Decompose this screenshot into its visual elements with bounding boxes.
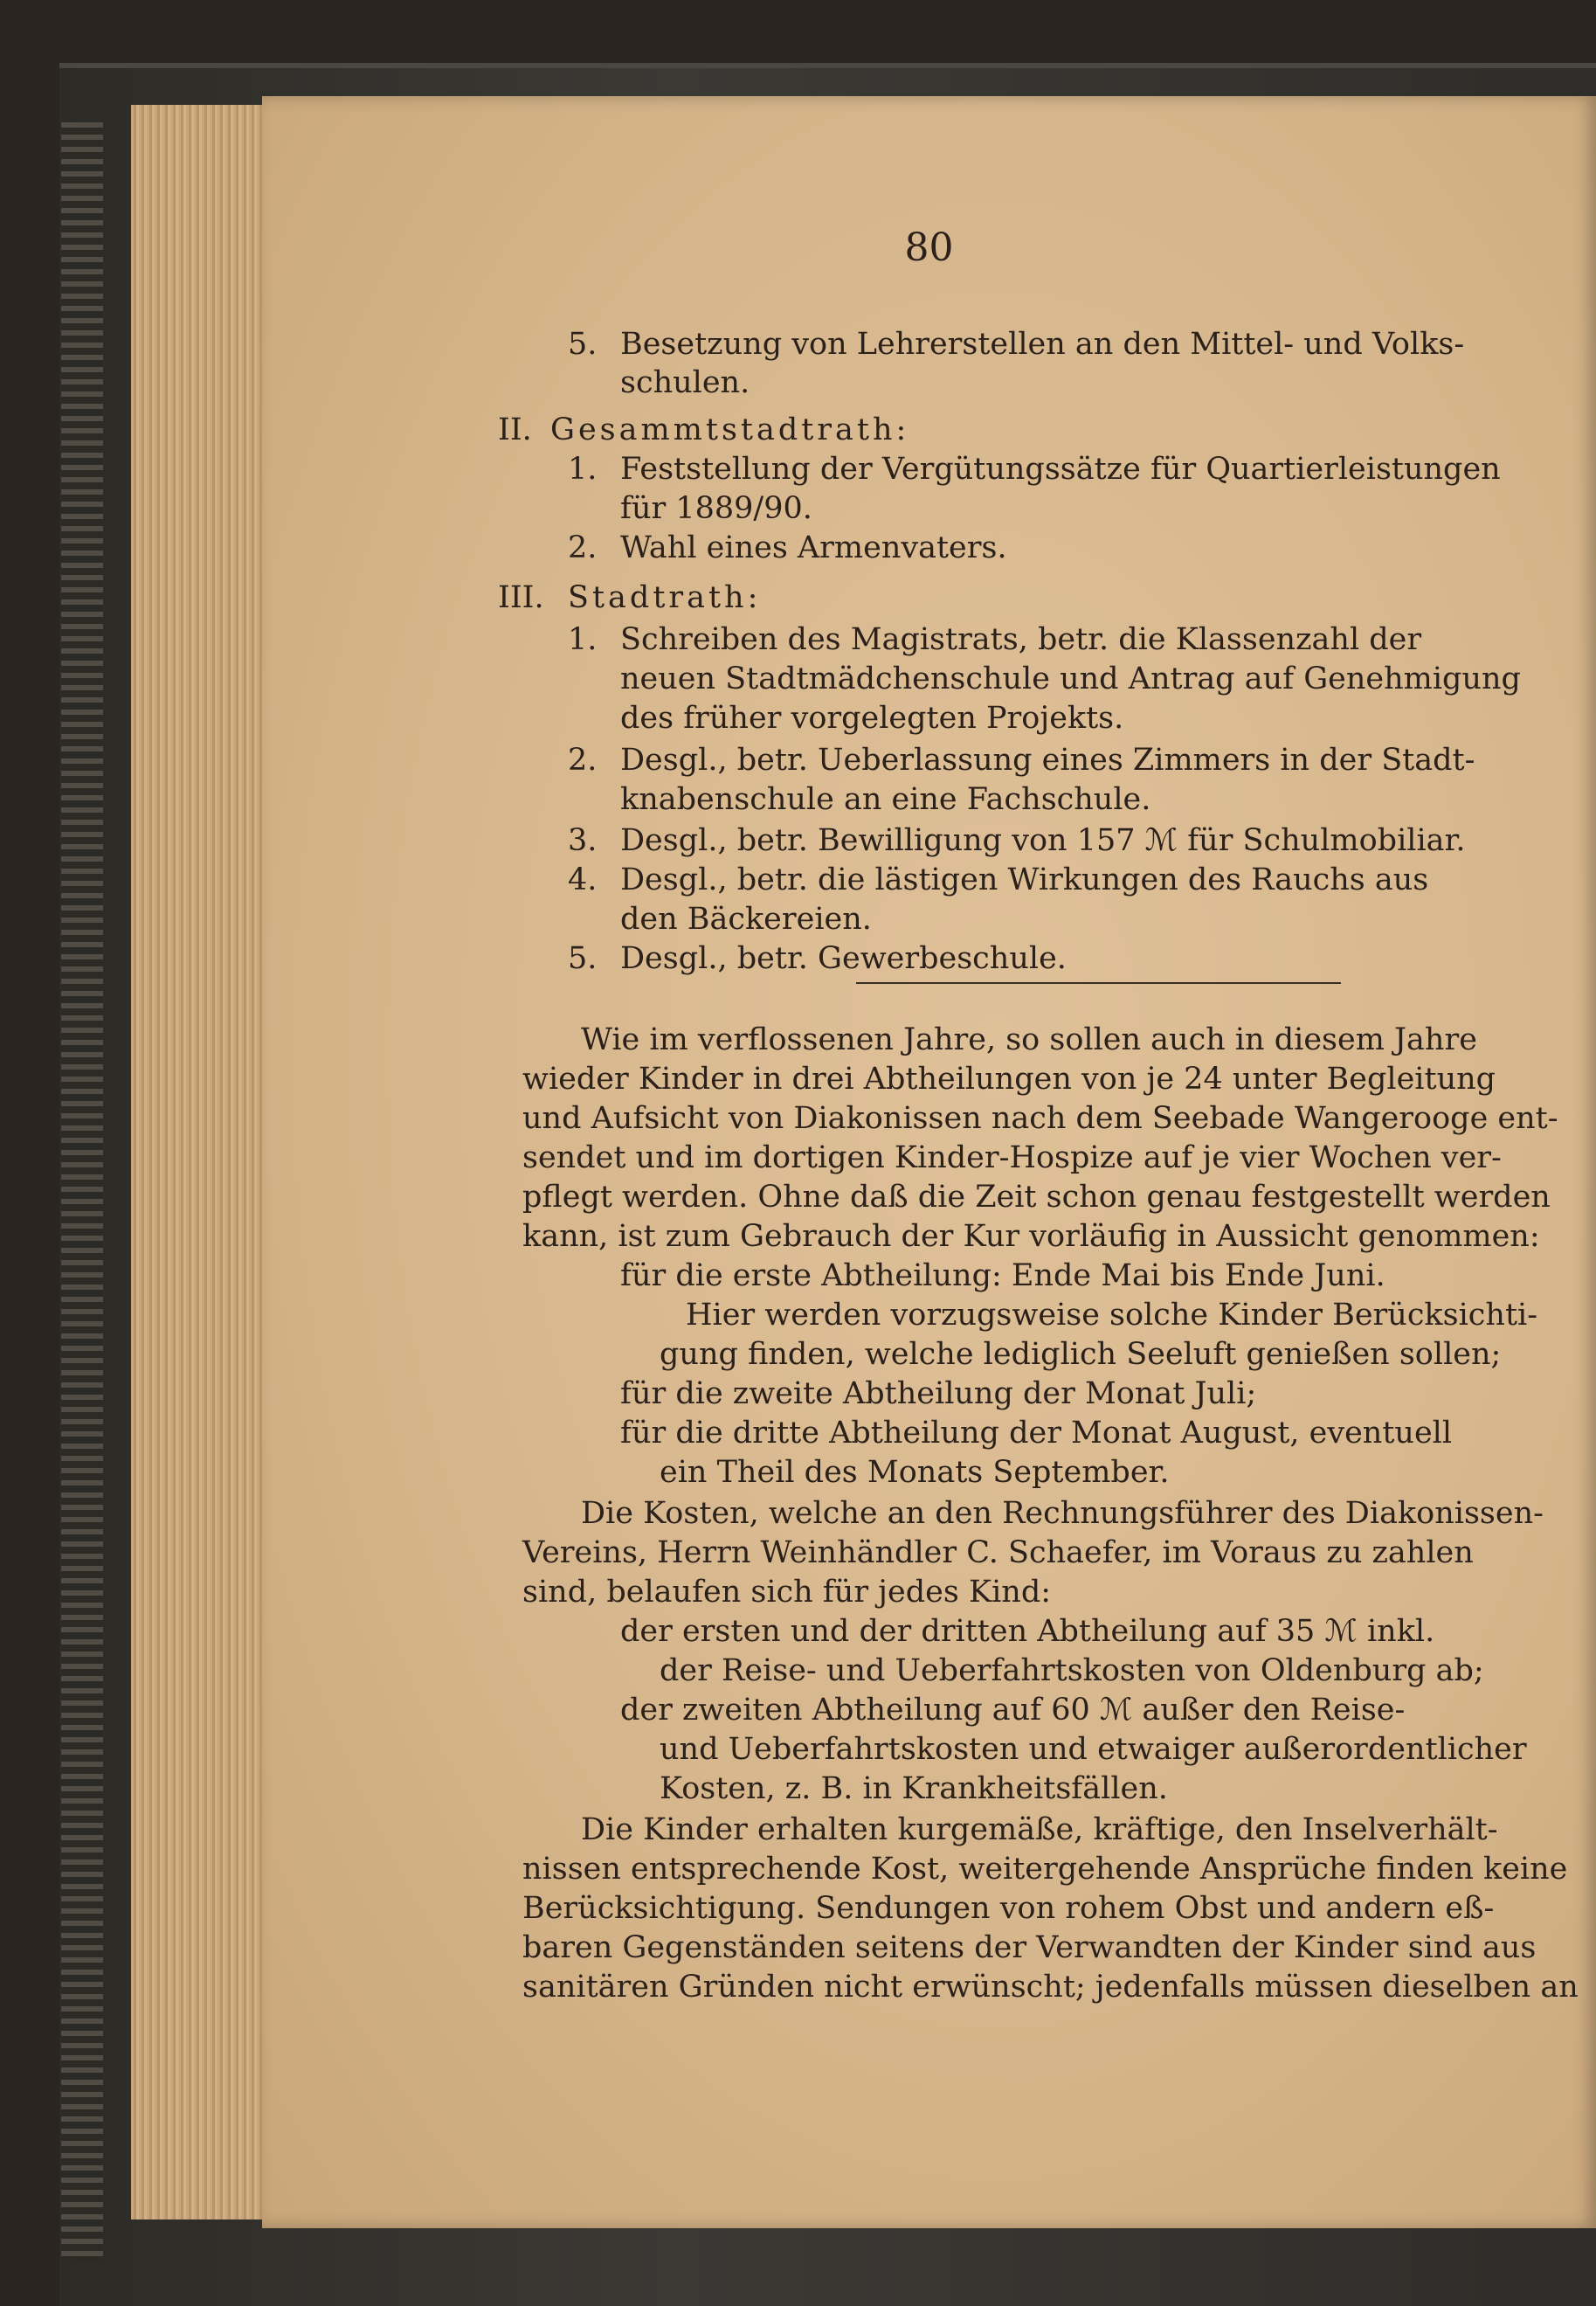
body-line: und Ueberfahrtskosten und etwaiger außerordentlicher	[660, 1732, 1527, 1767]
agenda-item: 1. Schreiben des Magistrats, betr. die Klassenzahl der	[568, 622, 1422, 657]
agenda-item-cont: den Bäckereien.	[620, 902, 872, 937]
body-line: für die dritte Abtheilung der Monat August, eventuell	[620, 1416, 1453, 1451]
body-line: für die zweite Abtheilung der Monat Juli;	[620, 1376, 1257, 1411]
page-text	[262, 0, 1596, 2301]
agenda-item-cont: neuen Stadtmädchenschule und Antrag auf Genehmigung	[620, 661, 1521, 696]
agenda-item-cont: schulen.	[620, 365, 750, 400]
body-line: nissen entsprechende Kost, weitergehende Ansprüche finden keine	[522, 1852, 1568, 1887]
section-divider	[856, 982, 1341, 984]
agenda-item: 5. Besetzung von Lehrerstellen an den Mittel- und Volks-	[568, 327, 1465, 362]
body-line: ein Theil des Monats September.	[660, 1455, 1170, 1490]
agenda-item: 5. Desgl., betr. Gewerbeschule.	[568, 941, 1067, 976]
agenda-item-cont: des früher vorgelegten Projekts.	[620, 701, 1124, 736]
agenda-item: 3. Desgl., betr. Bewilligung von 157 ℳ für Schulmobiliar.	[568, 823, 1466, 858]
body-line: Die Kinder erhalten kurgemäße, kräftige, den Inselverhält-	[581, 1812, 1498, 1847]
section-heading: III. Stadtrath:	[498, 580, 762, 615]
body-line: Wie im verflossenen Jahre, so sollen auch in diesem Jahre	[581, 1022, 1477, 1057]
body-line: Die Kosten, welche an den Rechnungsführer des Diakonissen-	[581, 1496, 1544, 1531]
page-number: 80	[904, 225, 954, 270]
body-line: gung finden, welche lediglich Seeluft genießen sollen;	[660, 1337, 1502, 1372]
section-heading: II. Gesammtstadtrath:	[498, 412, 910, 447]
agenda-item: 1. Feststellung der Vergütungssätze für Quartierleistungen	[568, 452, 1501, 487]
body-line: Vereins, Herrn Weinhändler C. Schaefer, im Voraus zu zahlen	[522, 1535, 1474, 1570]
agenda-item: 2. Wahl eines Armenvaters.	[568, 530, 1007, 565]
cover-binding-pattern	[61, 122, 103, 2263]
agenda-item: 4. Desgl., betr. die lästigen Wirkungen des Rauchs aus	[568, 862, 1429, 897]
body-line: pflegt werden. Ohne daß die Zeit schon genau festgestellt werden	[522, 1180, 1551, 1215]
body-line: der Reise- und Ueberfahrtskosten von Oldenburg ab;	[660, 1653, 1484, 1688]
agenda-item-cont: für 1889/90.	[620, 491, 812, 526]
body-line: Hier werden vorzugsweise solche Kinder Berücksichti-	[686, 1298, 1538, 1333]
agenda-item: 2. Desgl., betr. Ueberlassung eines Zimmers in der Stadt-	[568, 743, 1475, 778]
body-line: kann, ist zum Gebrauch der Kur vorläufig in Aussicht genommen:	[522, 1219, 1540, 1254]
body-line: Berücksichtigung. Sendungen von rohem Obst und andern eß-	[522, 1891, 1495, 1926]
body-line: wieder Kinder in drei Abtheilungen von je 24 unter Begleitung	[522, 1062, 1496, 1097]
body-line: sind, belaufen sich für jedes Kind:	[522, 1575, 1052, 1610]
body-line: der zweiten Abtheilung auf 60 ℳ außer den Reise-	[620, 1693, 1406, 1728]
body-line: sendet und im dortigen Kinder-Hospize auf je vier Wochen ver-	[522, 1140, 1502, 1175]
agenda-item-cont: knabenschule an eine Fachschule.	[620, 782, 1151, 817]
body-line: für die erste Abtheilung: Ende Mai bis Ende Juni.	[620, 1258, 1385, 1293]
page-edges	[131, 105, 271, 2219]
body-line: Kosten, z. B. in Krankheitsfällen.	[660, 1771, 1168, 1806]
body-line: baren Gegenständen seitens der Verwandten der Kinder sind aus	[522, 1930, 1537, 1965]
body-line: und Aufsicht von Diakonissen nach dem Seebade Wangerooge ent-	[522, 1101, 1558, 1136]
body-line: der ersten und der dritten Abtheilung auf 35 ℳ inkl.	[620, 1614, 1435, 1649]
body-line: sanitären Gründen nicht erwünscht; jedenfalls müssen dieselben an	[522, 1970, 1579, 2005]
